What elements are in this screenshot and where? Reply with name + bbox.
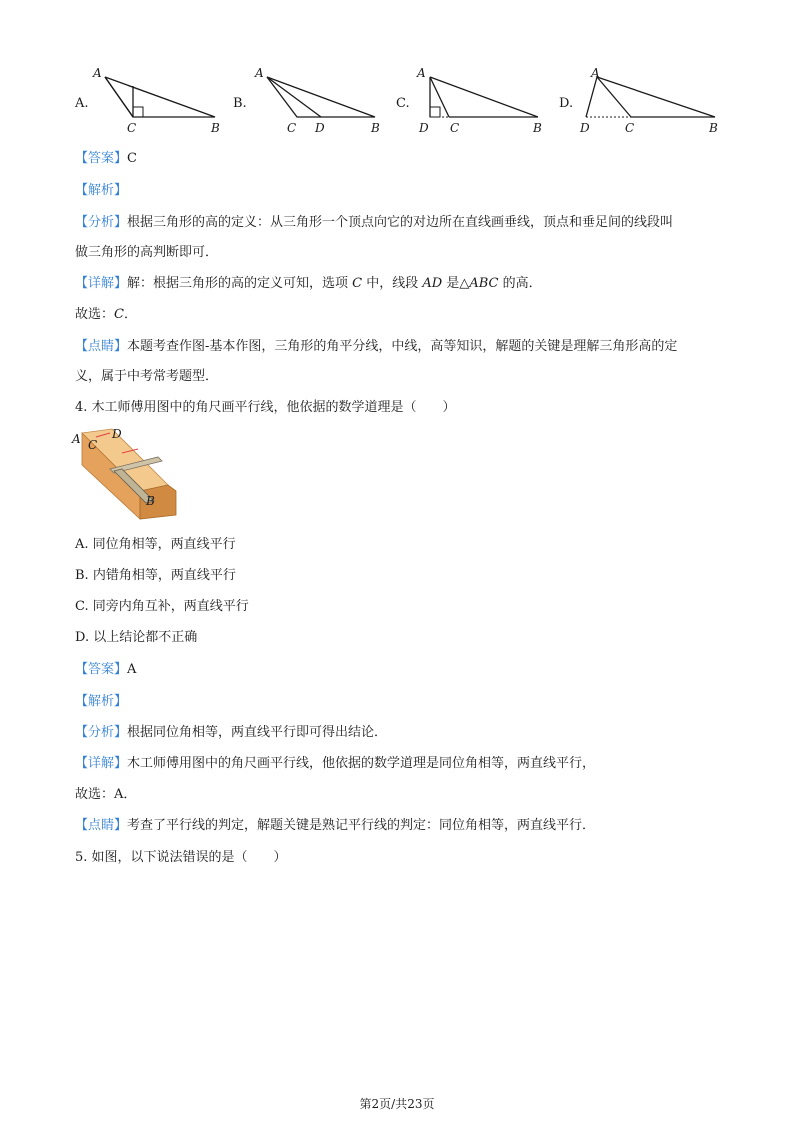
fig-c-point-c: C bbox=[450, 121, 460, 135]
fig4-point-c: C bbox=[88, 438, 98, 452]
guxuan-text: 故选： bbox=[75, 307, 115, 322]
xiangjie-text-is: 是△ bbox=[446, 276, 470, 291]
option-c-label: C. bbox=[396, 96, 410, 111]
q3-dianjing-line1 bbox=[75, 337, 677, 357]
dianjing-tag: 【点睛】 bbox=[75, 339, 128, 354]
q4-option-b: B. 内错角相等，两直线平行 bbox=[75, 568, 236, 583]
q4-jiexi bbox=[75, 692, 127, 712]
fig-d-point-a: A bbox=[591, 66, 600, 80]
dianjing-text: 本题考查作图-基本作图，三角形的角平分线，中线，高等知识，解题的关键是理解三角形高的定 bbox=[127, 339, 678, 354]
q4-guxuan: 故选：A． bbox=[75, 787, 137, 802]
fig-b-point-b: B bbox=[371, 121, 380, 135]
fig-b-point-c: C bbox=[287, 121, 297, 135]
q3-fenxi-line2: 做三角形的高判断即可． bbox=[75, 245, 219, 260]
q4-dianjing bbox=[75, 816, 595, 836]
q4-xiangjie bbox=[75, 754, 595, 774]
xiangjie-text: 木工师傅用图中的角尺画平行线，他依据的数学道理是同位角相等，两直线平行， bbox=[127, 756, 596, 771]
q4-option-c: C. 同旁内角互补，两直线平行 bbox=[75, 599, 249, 614]
xiangjie-text-a: 解：根据三角形的高的定义可知，选项 bbox=[127, 276, 349, 291]
q4-answer bbox=[75, 660, 136, 680]
fig4-point-b: B bbox=[146, 494, 155, 508]
q5-stem: 5. 如图，以下说法错误的是（ ） bbox=[75, 850, 287, 865]
try-square-wood-figure bbox=[70, 423, 190, 523]
fig-b-point-a: A bbox=[255, 66, 264, 80]
xiangjie-tag: 【详解】 bbox=[75, 276, 128, 291]
xiangjie-text-b: 中，线段 bbox=[366, 276, 419, 291]
q4-fenxi bbox=[75, 723, 387, 743]
q4-stem: 4. 木工师傅用图中的角尺画平行线，他依据的数学道理是（ ） bbox=[75, 400, 456, 415]
q3-dianjing-line2: 义，属于中考常考题型． bbox=[75, 369, 219, 384]
fig-b-point-d: D bbox=[315, 121, 325, 135]
option-c-figure bbox=[405, 62, 555, 137]
xiangjie-triangle-abc: ABC bbox=[469, 276, 499, 291]
guxuan-end: ． bbox=[123, 307, 137, 322]
answer-tag: 【答案】 bbox=[75, 662, 128, 677]
option-b-figure bbox=[245, 62, 395, 137]
option-b-label: B. bbox=[233, 96, 247, 111]
fig-d-point-d: D bbox=[580, 121, 590, 135]
fig-a-point-b: B bbox=[211, 121, 220, 135]
q3-answer bbox=[75, 149, 137, 169]
page-footer: 第2页/共23页 bbox=[359, 1097, 435, 1111]
answer-value: A bbox=[127, 662, 137, 677]
fig-d-point-b: B bbox=[709, 121, 718, 135]
q3-xiangjie bbox=[75, 274, 542, 294]
dianjing-tag: 【点睛】 bbox=[75, 818, 128, 833]
fig-d-point-c: C bbox=[625, 121, 635, 135]
fig4-point-a: A bbox=[72, 432, 81, 446]
xiangjie-text-end: 的高． bbox=[502, 276, 542, 291]
q4-option-d: D. 以上结论都不正确 bbox=[75, 630, 198, 645]
jiexi-tag: 【解析】 bbox=[75, 183, 128, 198]
guxuan-option: C bbox=[114, 307, 124, 322]
fenxi-tag: 【分析】 bbox=[75, 725, 128, 740]
jiexi-tag: 【解析】 bbox=[75, 694, 128, 709]
dianjing-text: 考查了平行线的判定，解题关键是熟记平行线的判定：同位角相等，两直线平行． bbox=[127, 818, 596, 833]
option-a-label: A. bbox=[75, 96, 89, 111]
fig-c-point-d: D bbox=[419, 121, 429, 135]
answer-tag: 【答案】 bbox=[75, 151, 128, 166]
xiangjie-tag: 【详解】 bbox=[75, 756, 128, 771]
option-d-label: D. bbox=[559, 96, 574, 111]
q4-option-a: A. 同位角相等，两直线平行 bbox=[75, 537, 236, 552]
option-d-figure bbox=[575, 62, 725, 137]
answer-value: C bbox=[127, 151, 137, 166]
fig4-point-d: D bbox=[112, 427, 122, 441]
fig-c-point-a: A bbox=[417, 66, 426, 80]
q3-jiexi bbox=[75, 181, 127, 201]
fig-a-point-a: A bbox=[93, 66, 102, 80]
fenxi-text: 根据三角形的高的定义：从三角形一个顶点向它的对边所在直线画垂线，顶点和垂足间的线段叫 bbox=[127, 215, 674, 230]
xiangjie-segment-ad: AD bbox=[422, 276, 443, 291]
xiangjie-option-c: C bbox=[352, 276, 363, 291]
q3-guxuan bbox=[75, 305, 137, 325]
fenxi-tag: 【分析】 bbox=[75, 215, 128, 230]
fenxi-text: 根据同位角相等，两直线平行即可得出结论． bbox=[127, 725, 388, 740]
option-a-figure bbox=[85, 62, 235, 137]
fig-c-point-b: B bbox=[533, 121, 542, 135]
q3-fenxi-line1 bbox=[75, 213, 673, 233]
fig-a-point-c: C bbox=[127, 121, 137, 135]
